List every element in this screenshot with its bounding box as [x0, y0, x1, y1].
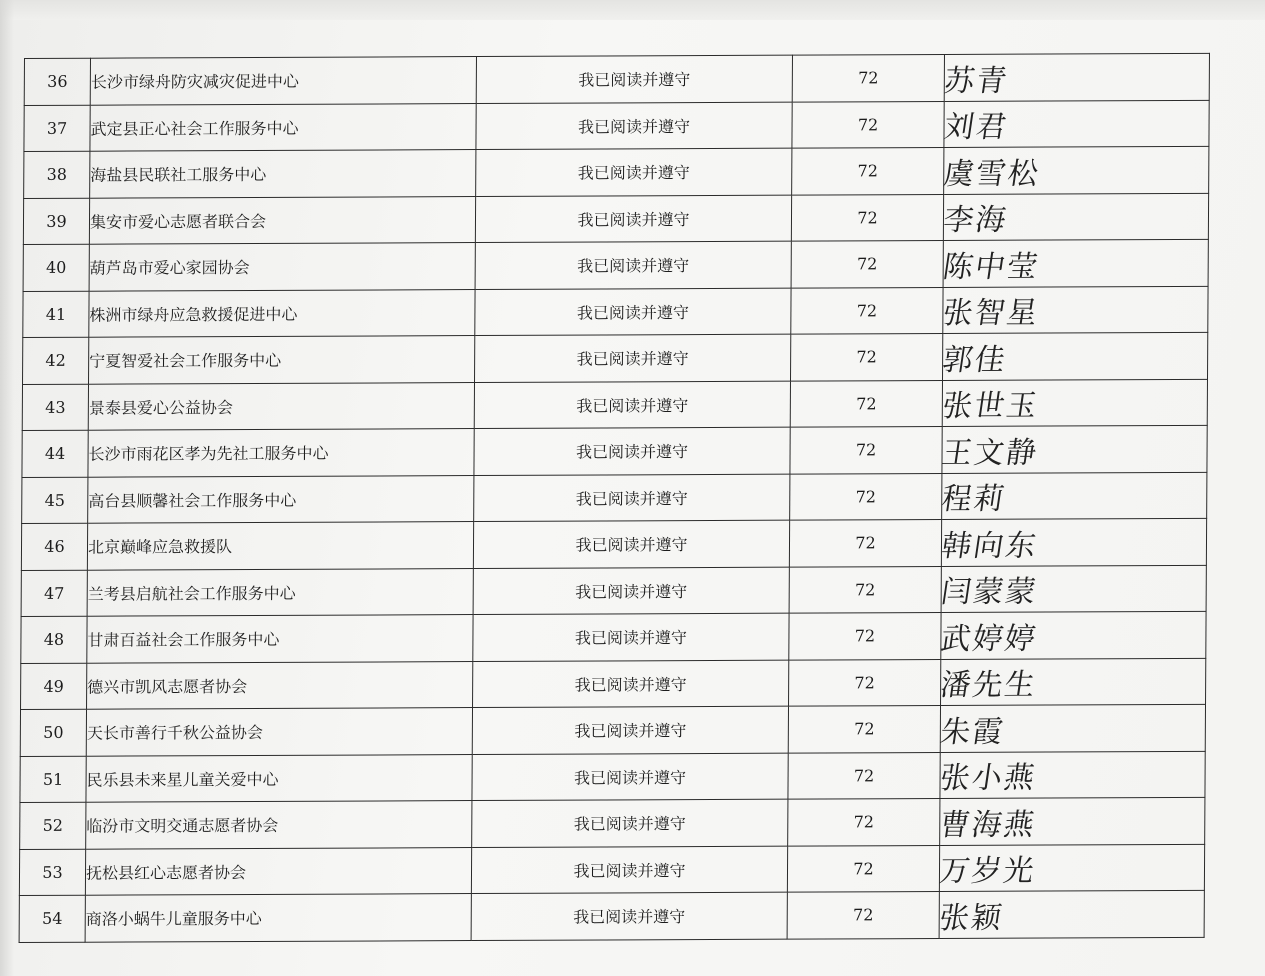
table-row [19, 890, 1204, 942]
signature-cell [942, 332, 1207, 380]
handwritten-signature: 郭佳 [940, 342, 1010, 378]
row-number: 50 [20, 709, 86, 756]
handwritten-signature: 张小燕 [937, 760, 1039, 797]
organization-name: 高台县顺馨社会工作服务中心 [88, 475, 474, 523]
pledge-text: 我已阅读并遵守 [473, 613, 789, 661]
pledge-text: 我已阅读并遵守 [471, 892, 787, 940]
organization-name: 兰考县启航社会工作服务中心 [87, 568, 473, 616]
row-number: 45 [22, 477, 88, 524]
pledge-text: 我已阅读并遵守 [474, 474, 790, 522]
table-row [20, 751, 1205, 803]
table-row [21, 611, 1206, 663]
row-number: 39 [23, 198, 89, 245]
signature-cell [939, 472, 1207, 520]
handwritten-signature: 朱霞 [937, 714, 1007, 750]
organization-name: 集安市爱心志愿者联合会 [89, 196, 475, 244]
signature-cell [941, 146, 1209, 194]
score-value: 72 [788, 752, 940, 799]
organization-name: 长沙市雨花区孝为先社工服务中心 [88, 429, 474, 477]
pledge-text: 我已阅读并遵守 [472, 753, 788, 801]
table-row [24, 53, 1209, 105]
table-row [24, 146, 1209, 198]
table-row [21, 565, 1206, 617]
organization-name: 德兴市凯风志愿者协会 [87, 661, 473, 709]
row-number: 52 [20, 802, 86, 849]
pledge-text: 我已阅读并遵守 [476, 148, 792, 196]
row-number: 36 [24, 58, 90, 105]
row-number: 41 [23, 291, 89, 338]
organization-name: 北京巅峰应急救援队 [87, 522, 473, 570]
handwritten-signature: 张世玉 [939, 388, 1041, 425]
pledge-text: 我已阅读并遵守 [474, 427, 790, 475]
table-row [22, 379, 1207, 431]
score-value: 72 [791, 287, 943, 334]
organization-name: 甘肃百益社会工作服务中心 [87, 615, 473, 663]
signature-cell [938, 658, 1206, 706]
organization-name: 民乐县未来星儿童关爱中心 [86, 754, 472, 802]
score-value: 72 [790, 426, 942, 473]
signature-cell [937, 751, 1205, 799]
signin-table [19, 53, 1210, 943]
row-number: 49 [21, 663, 87, 710]
table-row [23, 239, 1208, 291]
pledge-text: 我已阅读并遵守 [475, 241, 791, 289]
organization-name: 株洲市绿舟应急救援促进中心 [89, 289, 475, 337]
organization-name: 天长市善行千秋公益协会 [86, 708, 472, 756]
signature-cell [941, 100, 1209, 148]
signin-table-body [19, 53, 1209, 942]
score-value: 72 [791, 194, 943, 241]
signature-cell [941, 53, 1209, 101]
signature-cell [939, 425, 1207, 473]
row-number: 44 [22, 430, 88, 477]
organization-name: 宁夏智爱社会工作服务中心 [89, 336, 475, 384]
handwritten-signature: 李海 [940, 202, 1011, 239]
organization-name: 抚松县红心志愿者协会 [85, 847, 471, 895]
row-number: 40 [23, 244, 89, 291]
table-row [24, 100, 1209, 152]
signature-cell [940, 193, 1208, 241]
row-number: 48 [21, 616, 87, 663]
score-value: 72 [789, 520, 941, 567]
handwritten-signature: 武婷婷 [938, 621, 1040, 657]
row-number: 42 [23, 337, 89, 384]
signature-cell [940, 286, 1208, 334]
organization-name: 商洛小蜗牛儿童服务中心 [85, 894, 471, 942]
pledge-text: 我已阅读并遵守 [475, 288, 791, 336]
signature-cell [938, 518, 1206, 566]
pledge-text: 我已阅读并遵守 [473, 660, 789, 708]
page-top-edge [0, 0, 1265, 20]
organization-name: 葫芦岛市爱心家园协会 [89, 243, 475, 291]
table-row [23, 193, 1208, 245]
pledge-text: 我已阅读并遵守 [473, 567, 789, 615]
row-number: 51 [20, 756, 86, 803]
row-number: 38 [24, 151, 90, 198]
organization-name: 长沙市绿舟防灾减灾促进中心 [90, 57, 476, 105]
score-value: 72 [790, 473, 942, 520]
table-row [20, 797, 1205, 849]
table-row [19, 844, 1204, 896]
handwritten-signature: 张颖 [936, 900, 1006, 936]
score-value: 72 [787, 892, 939, 939]
handwritten-signature: 王文静 [939, 435, 1041, 471]
organization-name: 海盐县民联社工服务中心 [90, 150, 476, 198]
handwritten-signature: 闫蒙蒙 [938, 574, 1040, 611]
score-value: 72 [792, 147, 944, 194]
handwritten-signature: 潘先生 [938, 667, 1040, 704]
signin-sheet [19, 53, 1214, 954]
pledge-text: 我已阅读并遵守 [472, 706, 788, 754]
table-row [20, 704, 1205, 756]
pledge-text: 我已阅读并遵守 [476, 102, 792, 150]
signature-cell [936, 844, 1204, 892]
pledge-text: 我已阅读并遵守 [475, 334, 791, 382]
pledge-text: 我已阅读并遵守 [473, 520, 789, 568]
score-value: 72 [792, 54, 944, 101]
score-value: 72 [788, 799, 940, 846]
handwritten-signature: 刘君 [941, 109, 1011, 146]
organization-name: 景泰县爱心公益协会 [88, 382, 474, 430]
score-value: 72 [788, 706, 940, 753]
row-number: 37 [24, 105, 90, 152]
row-number: 54 [19, 895, 85, 942]
score-value: 72 [789, 659, 941, 706]
organization-name: 临汾市文明交通志愿者协会 [86, 801, 472, 849]
row-number: 46 [21, 523, 87, 570]
signature-cell [937, 797, 1205, 845]
pledge-text: 我已阅读并遵守 [476, 55, 792, 103]
table-row [22, 425, 1207, 477]
handwritten-signature: 韩向东 [938, 528, 1041, 564]
handwritten-signature: 苏青 [941, 63, 1011, 99]
handwritten-signature: 虞雪松 [941, 156, 1043, 192]
handwritten-signature: 张智星 [940, 295, 1042, 332]
score-value: 72 [792, 101, 944, 148]
handwritten-signature: 曹海燕 [937, 807, 1039, 843]
table-row [21, 658, 1206, 710]
table-row [23, 286, 1208, 338]
row-number: 43 [22, 384, 88, 431]
signature-cell [940, 239, 1208, 287]
pledge-text: 我已阅读并遵守 [474, 381, 790, 429]
score-value: 72 [789, 613, 941, 660]
score-value: 72 [789, 566, 941, 613]
table-row [23, 332, 1208, 384]
handwritten-signature: 万岁光 [936, 853, 1039, 890]
organization-name: 武定县正心社会工作服务中心 [90, 103, 476, 151]
table-row [21, 518, 1206, 570]
signature-cell [938, 611, 1206, 659]
score-value: 72 [791, 240, 943, 287]
signature-cell [938, 565, 1206, 613]
page-left-shadow [0, 0, 14, 976]
table-row [22, 472, 1207, 524]
pledge-text: 我已阅读并遵守 [471, 846, 787, 894]
pledge-text: 我已阅读并遵守 [472, 799, 788, 847]
score-value: 72 [790, 380, 942, 427]
row-number: 47 [21, 570, 87, 617]
signature-cell [939, 379, 1207, 427]
score-value: 72 [787, 845, 939, 892]
handwritten-signature: 陈中莹 [940, 249, 1042, 285]
score-value: 72 [791, 333, 943, 380]
handwritten-signature: 程莉 [939, 481, 1009, 518]
signature-cell [936, 890, 1204, 938]
row-number: 53 [19, 849, 85, 896]
pledge-text: 我已阅读并遵守 [475, 195, 791, 243]
signature-cell [937, 704, 1205, 752]
